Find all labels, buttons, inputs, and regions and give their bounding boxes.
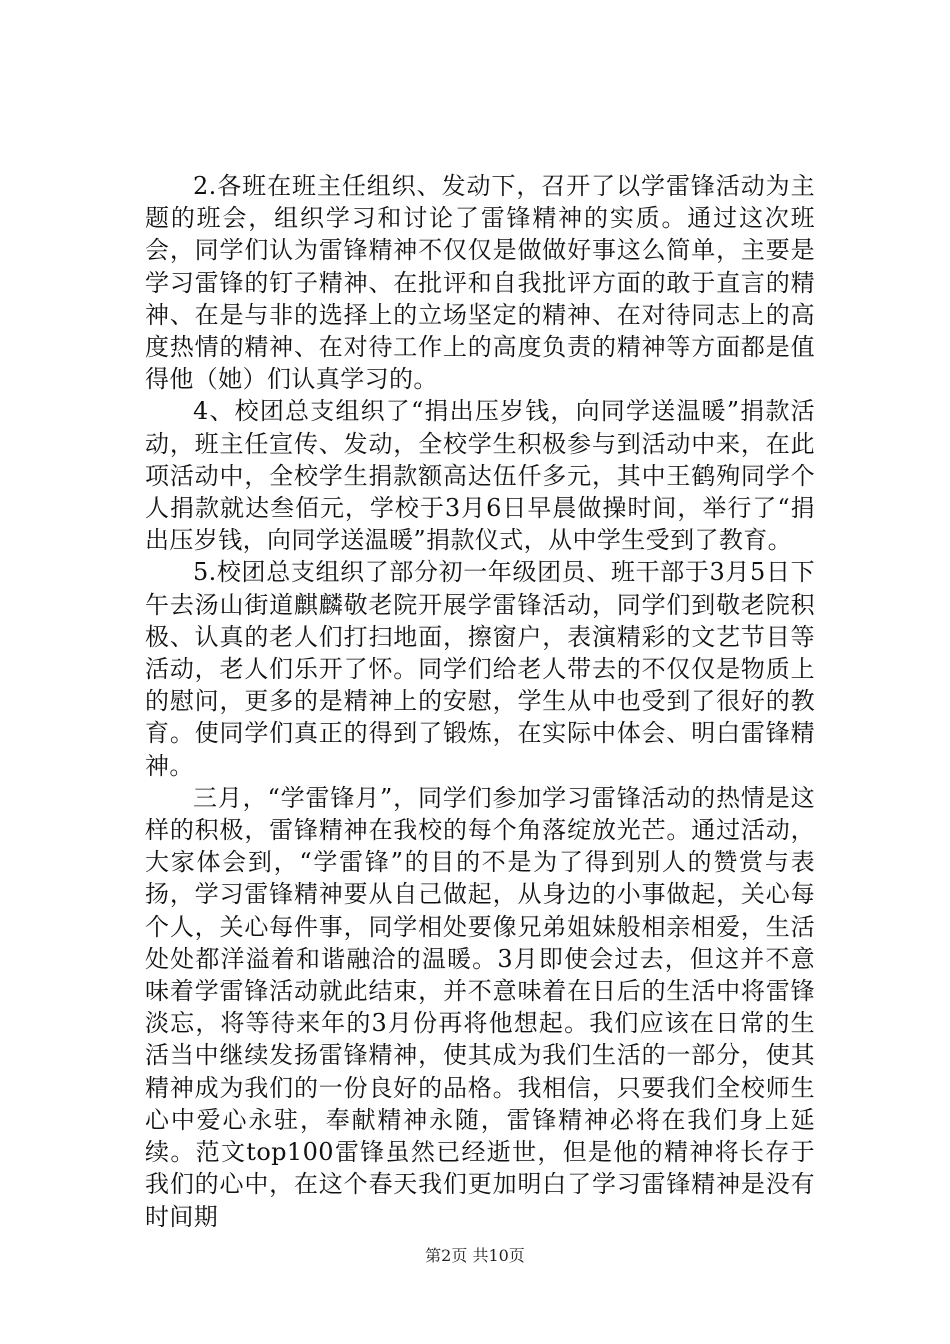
paragraph-class-meeting: 2.各班在班主任组织、发动下，召开了以学雷锋活动为主题的班会，组织学习和讨论了雷锋精神的实质。通过这次班会，同学们认为雷锋精神不仅仅是做做好事这么简单，主要是学习雷锋的钉子精神、在批评和自我批评方面的敢于直言的精神、在是与非的选择上的立场坚定的精神、在对待同志上的高度热情的精神、在对待工作上的高度负责的精神等方面都是值得他（她）们认真学习的。 [145,172,815,394]
page-number-footer: 第2页 共10页 [425,1246,525,1265]
paragraph-donation: 4、校团总支组织了“捐出压岁钱，向同学送温暖”捐款活动，班主任宣传、发动，全校学生积极参与到活动中来，在此项活动中，全校学生捐款额高达伍仟多元，其中王鹤殉同学个人捐款就达叁佰元，学校于3月6日早晨做操时间，举行了“捐出压岁钱，向同学送温暖”捐款仪式，从中学生受到了教育。 [145,397,815,555]
document-body [145,170,815,1233]
paragraph-march-summary: 三月，“学雷锋月”，同学们参加学习雷锋活动的热情是这样的积极，雷锋精神在我校的每个角落绽放光芒。通过活动，大家体会到，“学雷锋”的目的不是为了得到别人的赞赏与表扬，学习雷锋精神要从自己做起，从身边的小事做起，关心每个人，关心每件事，同学相处要像兄弟姐妹般相亲相爱，生活处处都洋溢着和谐融洽的温暖。3月即使会过去，但这并不意味着学雷锋活动就此结束，并不意味着在日后的生活中将雷锋淡忘，将等待来年的3月份再将他想起。我们应该在日常的生活当中继续发扬雷锋精神，使其成为我们生活的一部分，使其精神成为我们的一份良好的品格。我相信，只要我们全校师生心中爱心永驻，奉献精神永随，雷锋精神必将在我们身上延续。范文top100雷锋虽然已经逝世，但是他的精神将长存于我们的心中，在这个春天我们更加明白了学习雷锋精神是没有时间期 [145,783,815,1231]
paragraph-nursing-home: 5.校团总支组织了部分初一年级团员、班干部于3月5日下午去汤山街道麒麟敬老院开展学雷锋活动，同学们到敬老院积极、认真的老人们打扫地面，擦窗户，表演精彩的文艺节目等活动，老人们乐开了怀。同学们给老人带去的不仅仅是物质上的慰问，更多的是精神上的安慰，学生从中也受到了很好的教育。使同学们真正的得到了锻炼，在实际中体会、明白雷锋精神。 [145,558,815,780]
